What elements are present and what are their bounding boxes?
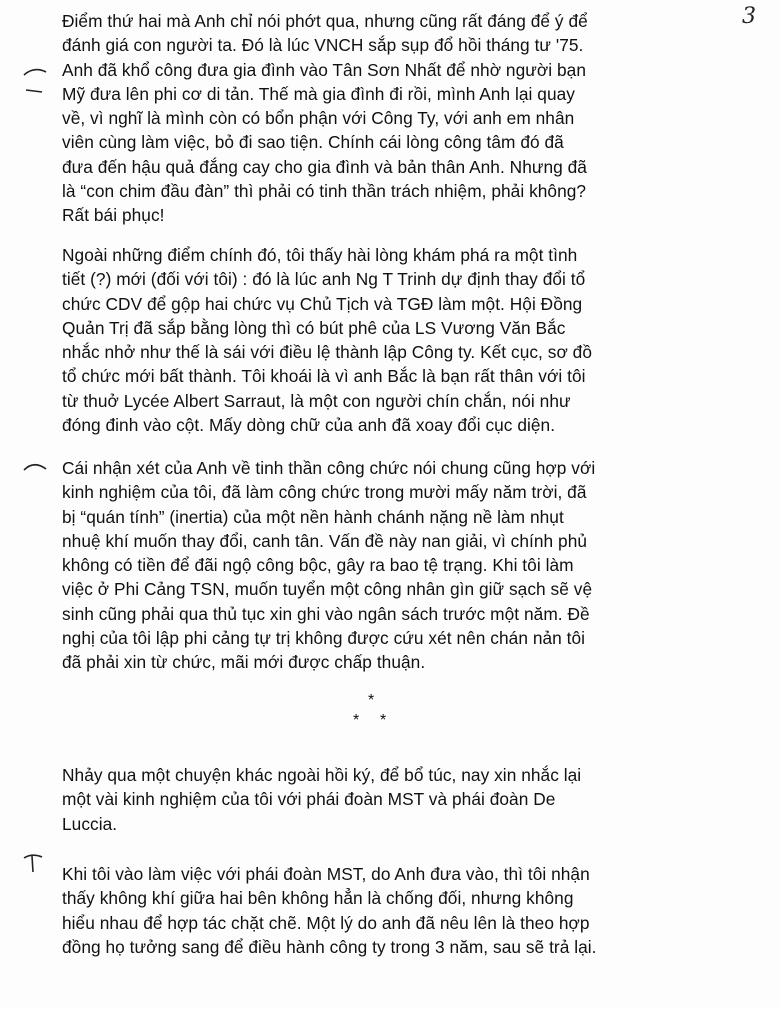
text-line: việc ở Phi Cảng TSN, muốn tuyển một công nhân gìn giữ sạch sẽ vệ [62, 579, 593, 600]
text-line: Luccia. [62, 813, 118, 834]
text-line: Khi tôi vào làm việc với phái đoàn MST, do Anh đưa vào, thì tôi nhận [62, 864, 590, 884]
text-line: tổ chức mới bất thành. Tôi khoái là vì anh Bắc là bạn rất thân với tôi [62, 366, 586, 387]
separator-star: * [368, 692, 375, 709]
text-line: nhắc nhở như thế là sái với điều lệ thành lập Công ty. Kết cục, sơ đồ [62, 342, 592, 363]
text-line: nhuệ khí muốn thay đổi, canh tân. Vấn đề này nan giải, vì chính phủ [62, 530, 588, 551]
text-line: là “con chim đầu đàn” thì phải có tinh thần trách nhiệm, phải không? [62, 181, 587, 202]
page-number: 3 [742, 4, 756, 29]
paragraph [62, 862, 722, 959]
text-line: về, vì nghĩ là mình còn có bổn phận với Công Ty, với anh em nhân [62, 108, 575, 129]
text-line: đóng đinh vào cột. Mấy dòng chữ của anh đã xoay đổi cục diện. [62, 415, 556, 436]
text-line: sinh cũng phải qua thủ tục xin ghi vào ngân sách trước một năm. Đề [62, 603, 590, 624]
text-line: Mỹ đưa lên phi cơ di tản. Thế mà gia đình đi rồi, mình Anh lại quay [62, 83, 575, 104]
text-line: thấy không khí giữa hai bên không hẳn là chống đối, nhưng không [62, 888, 574, 909]
text-line: tiết (?) mới (đối với tôi) : đó là lúc anh Ng T Trinh dự định thay đổi tổ [62, 269, 586, 290]
text-line: đã phải xin từ chức, mãi mới được chấp thuận. [62, 652, 426, 673]
text-line: hiểu nhau để hợp tác chặt chẽ. Một lý do anh đã nêu lên là theo hợp [62, 912, 590, 933]
text-line: Quản Trị đã sắp bằng lòng thì có bút phê của LS Vương Văn Bắc [62, 317, 566, 338]
text-line: không có tiền để đãi ngộ công bộc, gây ra bao tệ trạng. Khi tôi làm [62, 555, 574, 576]
text-line: đánh giá con người ta. Đó là lúc VNCH sắp sụp đổ hồi tháng tư '75. [62, 35, 584, 56]
text-line: Cái nhận xét của Anh về tinh thần công chức nói chung cũng hợp với [62, 458, 596, 478]
margin-tick-mark [22, 64, 50, 78]
text-line: kinh nghiệm của tôi, đã làm công chức trong mười mấy năm trời, đã [62, 482, 587, 503]
separator-star: * [380, 712, 387, 729]
margin-tick-mark [22, 459, 50, 473]
text-line: một vài kinh nghiệm của tôi với phái đoàn MST và phái đoàn De [62, 789, 556, 810]
text-line: chức CDV để gộp hai chức vụ Chủ Tịch và TGĐ làm một. Hội Đồng [62, 293, 583, 314]
text-line: từ thuở Lycée Albert Sarraut, là một con người chín chắn, nói như [62, 390, 571, 411]
text-line: Nhảy qua một chuyện khác ngoài hồi ký, để bổ túc, nay xin nhắc lại [62, 765, 582, 785]
text-line: đưa đến hậu quả đắng cay cho gia đình và bản thân Anh. Nhưng đã [62, 156, 587, 177]
text-line: Ngoài những điểm chính đó, tôi thấy hài lòng khám phá ra một tình [62, 245, 578, 265]
text-line: nghị của tôi lập phi cảng tự trị không được cứu xét nên chán nản tôi [62, 628, 586, 649]
margin-tick-mark [22, 852, 50, 866]
separator-star: * [353, 712, 360, 729]
paragraph [62, 9, 722, 228]
text-line: Điểm thứ hai mà Anh chỉ nói phớt qua, nhưng cũng rất đáng để ý để [62, 11, 588, 31]
text-line: bị “quán tính” (inertia) của một nền hành chánh nặng nề làm nhụt [62, 506, 564, 527]
paragraph [62, 243, 722, 437]
paragraph [62, 456, 722, 675]
text-line: Anh đã khổ công đưa gia đình vào Tân Sơn Nhất để nhờ người bạn [62, 59, 586, 80]
text-line: đồng họ tưởng sang để điều hành công ty trong 3 năm, sau sẽ trả lại. [62, 936, 597, 957]
text-line: Rất bái phục! [62, 205, 165, 226]
margin-tick-mark [22, 84, 50, 98]
text-line: viên cùng làm việc, bỏ đi sao tiện. Chính cái lòng công tâm đó đã [62, 132, 564, 153]
paragraph [62, 763, 722, 836]
